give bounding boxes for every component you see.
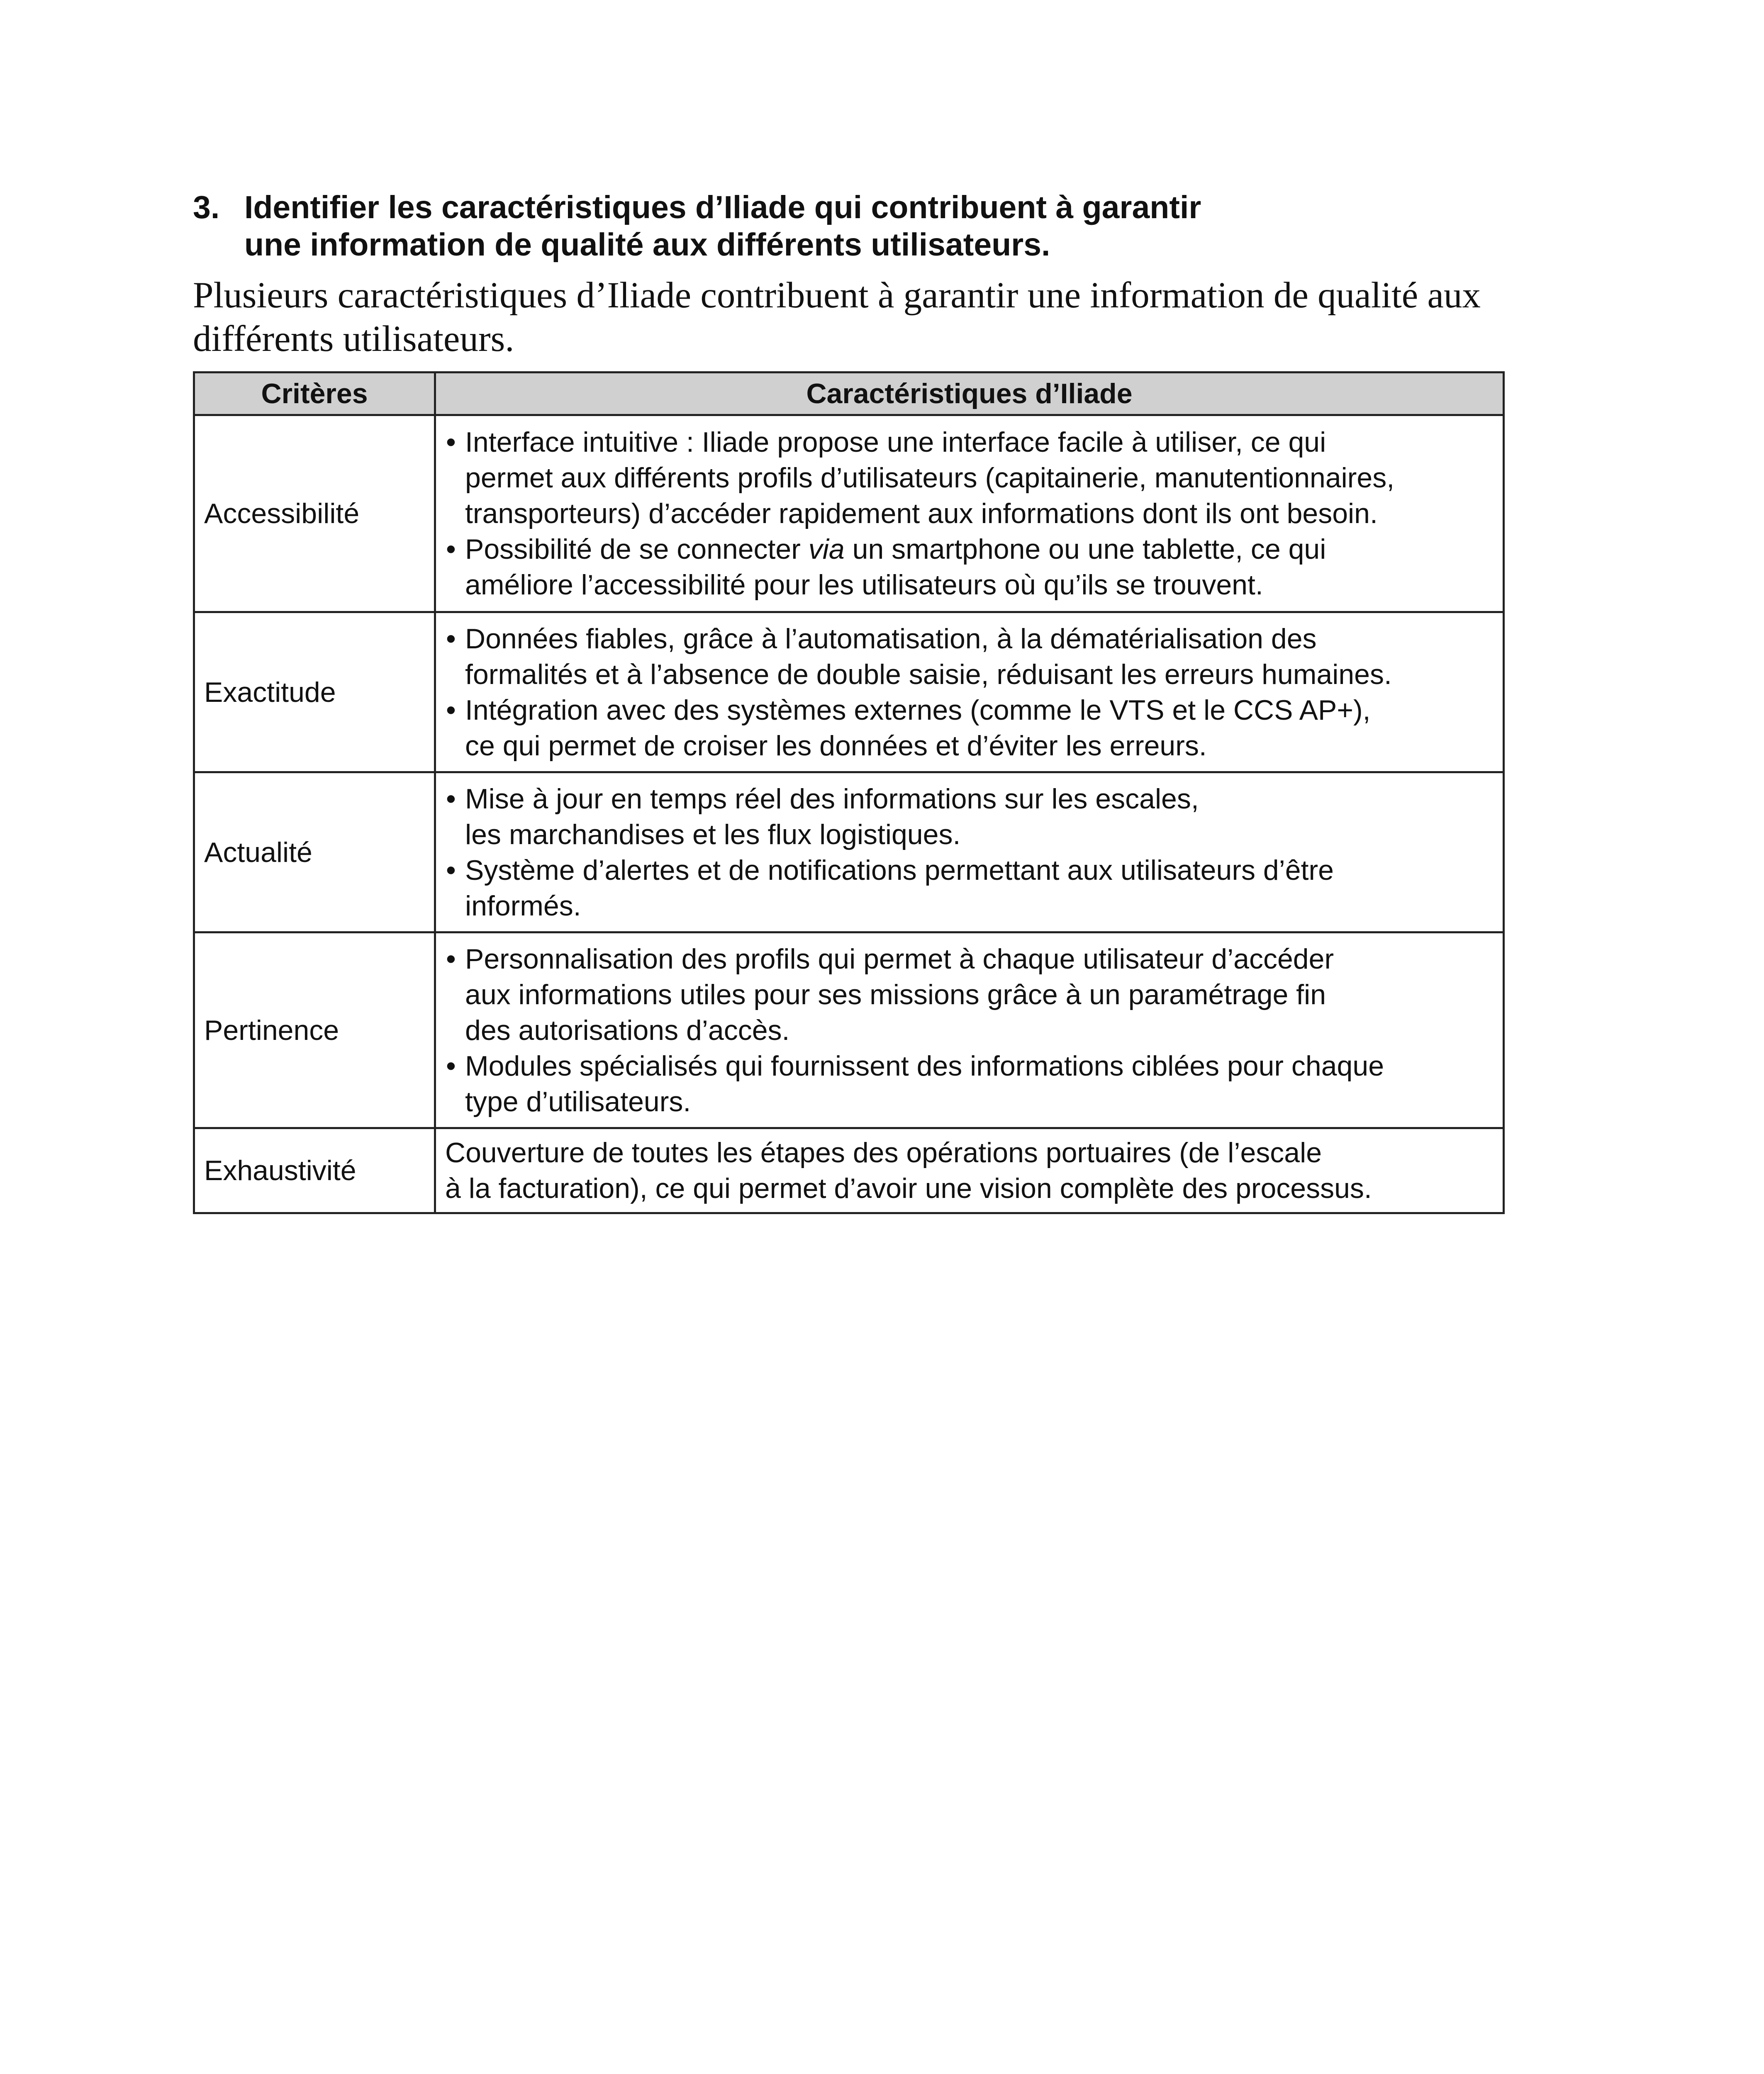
- bullet-list: [445, 621, 1494, 764]
- bullet-line: les marchandises et les flux logistiques.: [465, 818, 961, 850]
- bullet-icon: •: [446, 1050, 456, 1082]
- bullet-text: Possibilité de se connecter: [465, 533, 809, 565]
- bullet-line: aux informations utiles pour ses missions grâce à un paramétrage fin: [465, 979, 1326, 1010]
- criterion-cell: Pertinence: [194, 932, 435, 1128]
- bullet-line: permet aux différents profils d’utilisateurs (capitainerie, manutentionnaires,: [465, 462, 1395, 494]
- table-row: [194, 415, 1504, 612]
- bullet-line: type d’utilisateurs.: [465, 1086, 691, 1117]
- list-item: [445, 941, 1494, 1048]
- bullet-icon: •: [446, 623, 456, 655]
- bullet-line: [465, 531, 1494, 567]
- criterion-cell: Accessibilité: [194, 415, 435, 612]
- bullet-line: informés.: [465, 890, 581, 922]
- bullet-line: Modules spécialisés qui fournissent des informations ciblées pour chaque: [465, 1050, 1384, 1082]
- criterion-cell: Exhaustivité: [194, 1128, 435, 1213]
- bullet-icon: •: [446, 783, 456, 815]
- bullet-line: Données fiables, grâce à l’automatisation, à la dématérialisation des: [465, 623, 1317, 655]
- criterion-cell: Exactitude: [194, 612, 435, 772]
- list-item: [445, 1048, 1494, 1120]
- cell-text-line: Couverture de toutes les étapes des opérations portuaires (de l’escale: [445, 1137, 1322, 1168]
- header-caracteristiques: Caractéristiques d’Iliade: [435, 372, 1504, 415]
- bullet-line: Intégration avec des systèmes externes (comme le VTS et le CCS AP+),: [465, 694, 1371, 726]
- intro-paragraph: [193, 274, 1520, 361]
- bullet-line: Personnalisation des profils qui permet à chaque utilisateur d’accéder: [465, 943, 1334, 975]
- characteristics-cell: [435, 1128, 1504, 1213]
- characteristics-cell: [435, 772, 1504, 932]
- list-item: [445, 531, 1494, 603]
- bullet-icon: •: [446, 943, 456, 975]
- bullet-list: [445, 781, 1494, 924]
- question-line-1: Identifier les caractéristiques d’Iliade qui contribuent à garantir: [244, 190, 1201, 225]
- bullet-icon: •: [446, 533, 456, 565]
- table-row: [194, 1128, 1504, 1213]
- list-item: [445, 621, 1494, 692]
- question-heading: [193, 189, 1520, 263]
- bullet-line: des autorisations d’accès.: [465, 1014, 790, 1046]
- bullet-line: Interface intuitive : Iliade propose une interface facile à utiliser, ce qui: [465, 426, 1326, 458]
- bullet-line: Mise à jour en temps réel des informations sur les escales,: [465, 783, 1199, 815]
- list-item: [445, 692, 1494, 764]
- intro-line-2: différents utilisateurs.: [193, 319, 514, 359]
- table-row: [194, 612, 1504, 772]
- table-row: [194, 932, 1504, 1128]
- list-item: [445, 424, 1494, 531]
- characteristics-cell: [435, 612, 1504, 772]
- question-number: 3.: [193, 190, 220, 225]
- bullet-text: un smartphone ou une tablette, ce qui: [844, 533, 1326, 565]
- question-line-2: une information de qualité aux différents utilisateurs.: [244, 227, 1050, 263]
- bullet-line: Système d’alertes et de notifications permettant aux utilisateurs d’être: [465, 854, 1334, 886]
- bullet-line: ce qui permet de croiser les données et d’éviter les erreurs.: [465, 730, 1207, 762]
- characteristics-cell: [435, 415, 1504, 612]
- table-row: [194, 772, 1504, 932]
- criteria-table: [193, 371, 1505, 1214]
- bullet-line: formalités et à l’absence de double saisie, réduisant les erreurs humaines.: [465, 658, 1392, 690]
- cell-text-line: à la facturation), ce qui permet d’avoir une vision complète des processus.: [445, 1173, 1372, 1204]
- list-item: [445, 852, 1494, 924]
- characteristics-cell: [435, 932, 1504, 1128]
- list-item: [445, 781, 1494, 852]
- intro-line-1: Plusieurs caractéristiques d’Iliade contribuent à garantir une information de qualité aux: [193, 275, 1481, 316]
- bullet-emphasis: via: [808, 533, 845, 565]
- criterion-cell: Actualité: [194, 772, 435, 932]
- bullet-icon: •: [446, 854, 456, 886]
- bullet-icon: •: [446, 694, 456, 726]
- table-header-row: [194, 372, 1504, 415]
- bullet-icon: •: [446, 426, 456, 458]
- header-criteres: Critères: [194, 372, 435, 415]
- bullet-list: [445, 424, 1494, 603]
- bullet-line: transporteurs) d’accéder rapidement aux informations dont ils ont besoin.: [465, 498, 1378, 529]
- bullet-list: [445, 941, 1494, 1120]
- bullet-line: améliore l’accessibilité pour les utilisateurs où qu’ils se trouvent.: [465, 569, 1263, 601]
